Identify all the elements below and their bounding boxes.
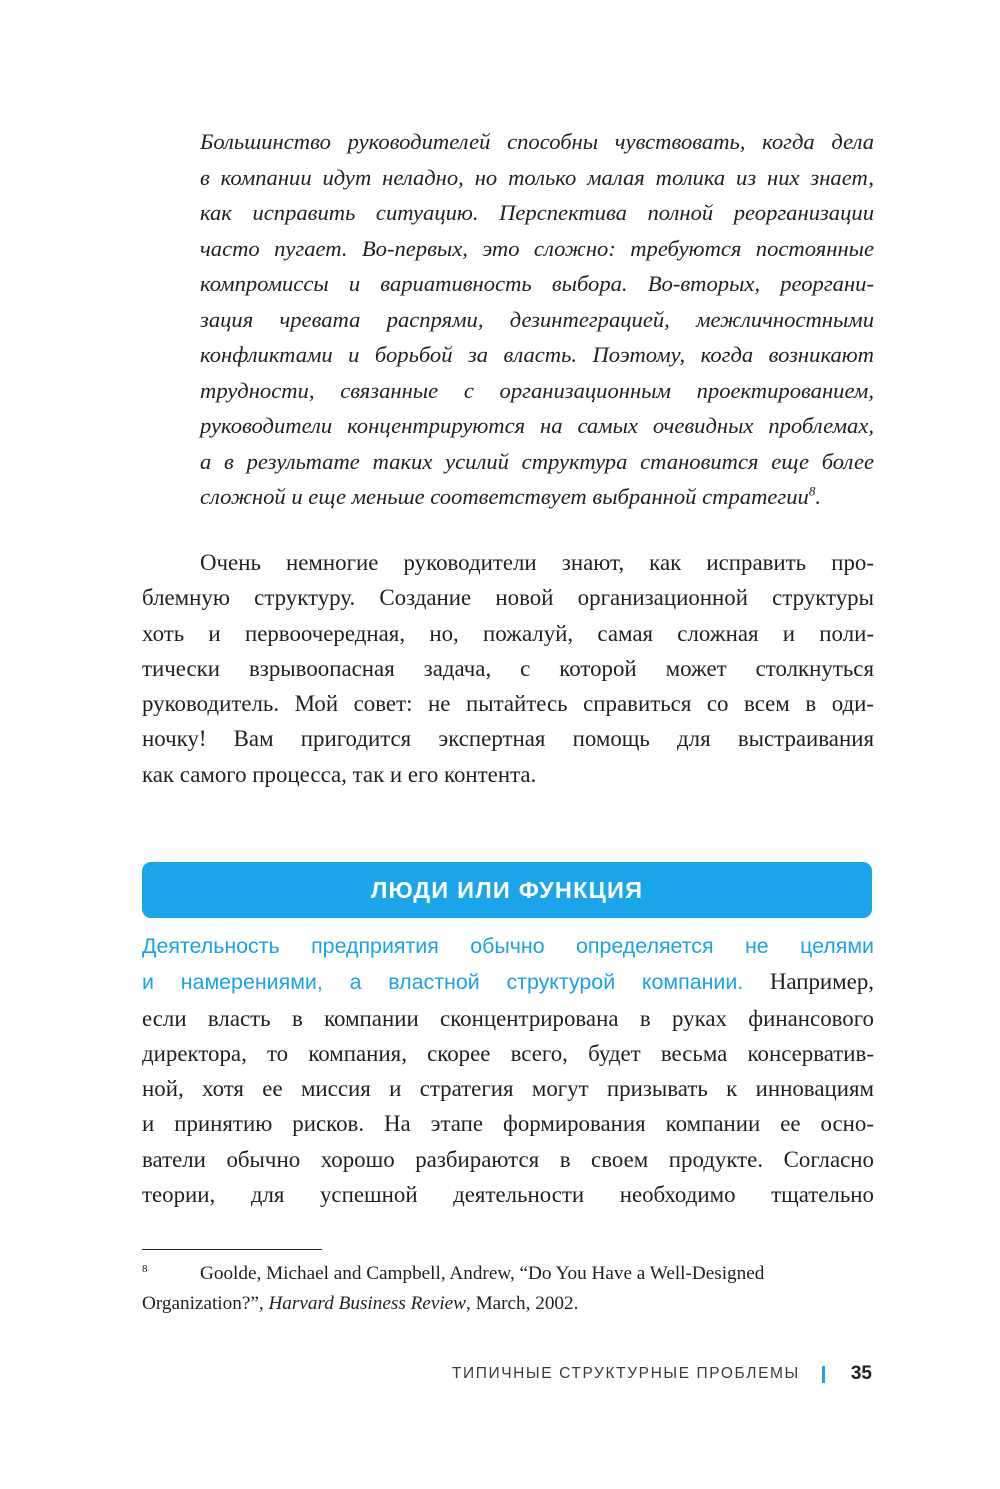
paragraph-line: теории, для успешной деятельности необходимо тщательно: [142, 1182, 874, 1208]
paragraph-line: блемную структуру. Создание новой организационной структуры: [142, 585, 874, 611]
page-number: 35: [850, 1363, 872, 1384]
running-footer-title: ТИПИЧНЫЕ СТРУКТУРНЫЕ ПРОБЛЕМЫ: [451, 1365, 800, 1382]
paragraph-line: [142, 928, 874, 964]
footnote-line: 8 Goolde, Michael and Campbell, Andrew, “Do You Have a Well-Designed: [142, 1262, 765, 1284]
quote-last-text: сложной и еще меньше соответствует выбранной стратегии: [200, 484, 809, 509]
footnote-text: , March, 2002.: [465, 1292, 579, 1314]
footer-divider-bar: [822, 1366, 825, 1383]
block-quote: [200, 124, 874, 515]
paragraph-2: [142, 928, 874, 1212]
paragraph-1: [142, 545, 874, 792]
section-heading-banner: [142, 862, 872, 918]
paragraph-line: хоть и первоочередная, но, пожалуй, самая сложная и поли-: [142, 620, 874, 646]
quote-line: а в результате таких усилий структура становится еще более: [200, 448, 874, 474]
paragraph-line: тически взрывоопасная задача, с которой может столкнуться: [142, 655, 874, 681]
paragraph-line: Очень немногие руководители знают, как исправить про-: [200, 550, 874, 575]
footnote-text: Goolde, Michael and Campbell, Andrew, “Do You Have a Well-Designed: [200, 1263, 765, 1284]
paragraph-line: ной, хотя ее миссия и стратегия могут призывать к инновациям: [142, 1076, 874, 1102]
highlighted-text: и намерениями, а властной структурой компании.: [142, 970, 744, 995]
quote-line: зация чревата распрями, дезинтеграцией, межличностными: [200, 306, 874, 332]
paragraph-line: руководитель. Мой совет: не пытайтесь справиться со всем в оди-: [142, 691, 874, 717]
paragraph-line: [142, 964, 874, 1000]
paragraph-text: Например,: [743, 969, 874, 995]
footnote-journal: Harvard Business Review: [268, 1292, 466, 1314]
footnote-text: Organization?”,: [142, 1292, 269, 1314]
quote-line: руководители концентрируются на самых очевидных проблемах,: [200, 413, 874, 438]
footnote-line: [142, 1289, 872, 1319]
quote-last-line: [200, 479, 874, 515]
quote-line: Большинство руководителей способны чувствовать, когда дела: [200, 129, 874, 154]
paragraph-line: если власть в компании сконцентрирована в руках финансового: [142, 1005, 874, 1031]
quote-line: часто пугает. Во-первых, это сложно: требуются постоянные: [200, 235, 874, 261]
quote-line: компромиссы и вариативность выбора. Во-вторых, реоргани-: [200, 271, 874, 296]
quote-line: трудности, связанные с организационным проектированием,: [200, 377, 874, 403]
paragraph-line: директора, то компания, скорее всего, будет весьма консерватив-: [142, 1040, 874, 1066]
footnote-divider: [142, 1249, 322, 1250]
paragraph-line: ватели обычно хорошо разбираются в своем продукте. Согласно: [142, 1146, 874, 1172]
quote-line: в компании идут неладно, но только малая толика из них знает,: [200, 164, 874, 190]
paragraph-line: ночку! Вам пригодится экспертная помощь для выстраивания: [142, 726, 874, 752]
quote-line: конфликтами и борьбой за власть. Поэтому, когда возникают: [200, 342, 874, 367]
footnote: [142, 1259, 872, 1318]
paragraph-line: и принятию рисков. На этапе формирования компании ее осно-: [142, 1111, 874, 1137]
highlighted-text: Деятельность предприятия обычно определяется не целями: [142, 934, 874, 958]
quote-line: как исправить ситуацию. Перспектива полной реорганизации: [200, 200, 874, 225]
section-heading: ЛЮДИ ИЛИ ФУНКЦИЯ: [370, 876, 644, 903]
footnote-reference[interactable]: 8: [808, 483, 816, 499]
paragraph-line: как самого процесса, так и его контента.: [142, 761, 537, 787]
quote-end-punct: .: [815, 484, 821, 509]
running-footer: [452, 1363, 872, 1385]
